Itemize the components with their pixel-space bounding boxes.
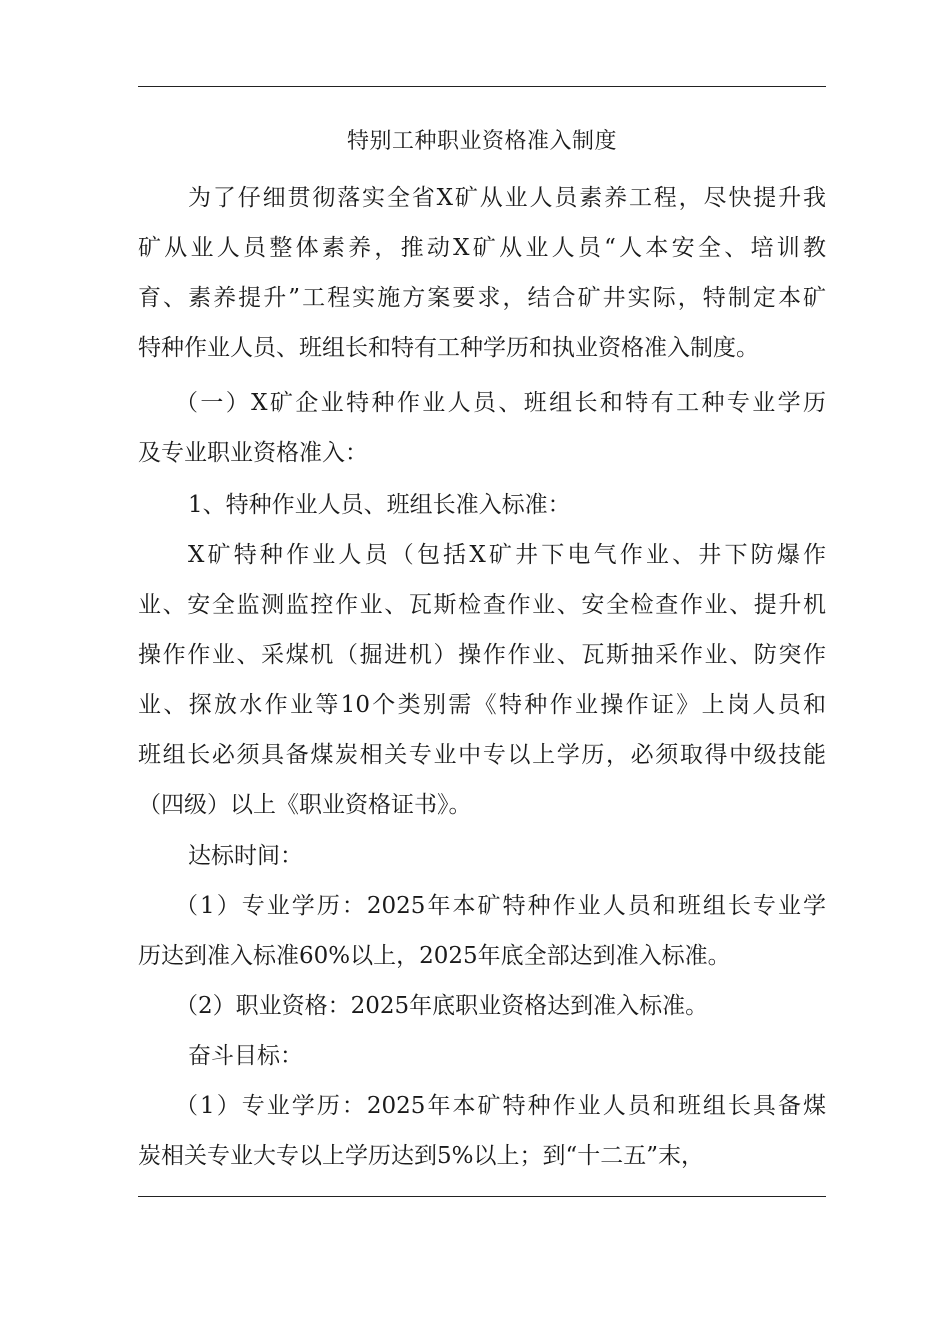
text-line-16: 历达到准入标准60%以上，2025年底全部达到准入标准。 <box>138 943 731 969</box>
text-line-15: （1）专业学历：2025年本矿特种作业人员和班组长专业学 <box>175 893 826 919</box>
text-line-8: X矿特种作业人员（包括X矿井下电气作业、井下防爆作 <box>188 542 826 568</box>
text-line-13: （四级）以上《职业资格证书》。 <box>138 792 472 818</box>
text-line-4: 特种作业人员、班组长和特有工种学历和执业资格准入制度。 <box>138 335 759 361</box>
text-line-2: 矿从业人员整体素养，推动X矿从业人员“人本安全、培训教 <box>138 235 826 261</box>
text-line-12: 班组长必须具备煤炭相关专业中专以上学历，必须取得中级技能 <box>138 742 826 768</box>
text-line-3: 育、素养提升”工程实施方案要求，结合矿井实际，特制定本矿 <box>138 285 826 311</box>
text-line-17: （2）职业资格：2025年底职业资格达到准入标准。 <box>175 993 709 1019</box>
text-line-11: 业、探放水作业等10个类别需《特种作业操作证》上岗人员和 <box>138 692 826 718</box>
text-line-5: （一）X矿企业特种作业人员、班组长和特有工种专业学历 <box>175 390 826 416</box>
text-line-9: 业、安全监测监控作业、瓦斯检查作业、安全检查作业、提升机 <box>138 592 826 618</box>
text-line-14: 达标时间： <box>188 843 303 869</box>
text-line-1: 为了仔细贯彻落实全省X矿从业人员素养工程，尽快提升我 <box>188 185 826 211</box>
document-title: 特别工种职业资格准入制度 <box>346 129 617 154</box>
text-line-7: 1、特种作业人员、班组长准入标准： <box>188 492 571 518</box>
text-line-6: 及专业职业资格准入： <box>138 440 368 466</box>
text-line-20: 炭相关专业大专以上学历达到5%以上；到“十二五”末， <box>138 1143 705 1169</box>
footer-rule <box>138 1196 826 1197</box>
text-line-18: 奋斗目标： <box>188 1043 303 1069</box>
text-line-19: （1）专业学历：2025年本矿特种作业人员和班组长具备煤 <box>175 1093 826 1119</box>
text-line-10: 操作作业、采煤机（掘进机）操作作业、瓦斯抽采作业、防突作 <box>138 642 826 668</box>
header-rule <box>138 86 826 87</box>
